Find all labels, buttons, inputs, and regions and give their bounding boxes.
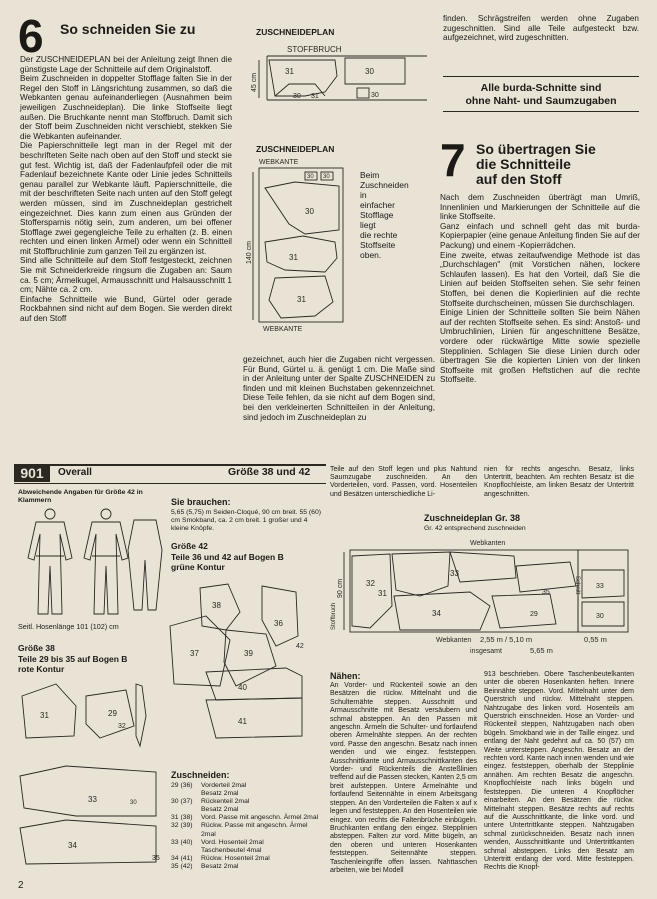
plan-2-part-31b: 31 [297, 295, 306, 304]
cutting-list-item [171, 822, 321, 838]
plan-3-part-30: 30 [596, 613, 604, 620]
cutting-list-item [171, 782, 321, 790]
piece-35-label: 35 [152, 855, 160, 862]
piece-29-label: 29 [108, 709, 117, 718]
cutting-list-number: 30 (37) [171, 798, 193, 806]
plan-2-selvage-bottom: WEBKANTE [263, 326, 303, 333]
model-number: 901 [14, 464, 50, 482]
cutting-plan-1 [245, 40, 435, 110]
cutting-list-item [171, 798, 321, 806]
paragraph: Einfache Schnitteile wie Bund, Gürtel oder gerade Rockbahnen sind nicht auf dem Bogen. Sie werden direkt auf den Stoff [20, 294, 232, 324]
cutting-list-piece: Besatz 2mal [201, 806, 239, 814]
section-7-number: 7 [440, 134, 466, 186]
piece-38-label: 38 [212, 601, 221, 610]
plan-2-note-line: Stoffseite [360, 240, 396, 250]
mid-column-text: gezeichnet, auch hier die Zugaben nicht vergessen. Für Bund, Gürtel u. ä. genügt 1 cm. Die Maße sind in der Anleitung unter der Spalte ZUSCHNEIDEN zu finden und mit kleinen Buchstaben gekennzeichnet. Diese Teile fehlen, da sie nicht auf dem Bogen sind, bei den verkleinerten Schnitteilen in der Anleitung, sind jedoch im Zuschneideplan zu [243, 355, 435, 422]
plan-3-length: 2,55 m / 5,10 m [480, 635, 533, 644]
plan-3-part-32: 32 [366, 579, 375, 588]
plan-3-part-33: 33 [450, 569, 459, 578]
section-7-text [440, 193, 640, 385]
plan-2-note-line: einfacher [360, 200, 395, 210]
size-42-line-2: Teile 36 und 42 auf Bogen B [171, 551, 284, 562]
piece-41-label: 41 [238, 717, 247, 726]
section-7-title [476, 142, 596, 187]
piece-30-label: 30 [130, 800, 137, 806]
piece-40-label: 40 [238, 683, 247, 692]
paragraph: Ganz einfach und schnell geht das mit burda-Kopierpapier (eine genaue Anleitung finden Sie auf der Packung) und einem -Kopierrädchen. [440, 221, 640, 250]
divider-top [443, 76, 639, 77]
cutting-list-number [171, 847, 201, 855]
plan-2-note-line: Stofflage [360, 210, 394, 220]
plan-3-title: Zuschneideplan Gr. 38 [424, 513, 521, 523]
model-sizes: Größe 38 und 42 [228, 466, 311, 478]
plan-3-subtitle: Gr. 42 entsprechend zuschneiden [424, 525, 526, 532]
size-38-line-1: Größe 38 [18, 643, 55, 653]
plan-3-selvage-top: Webkanten [470, 540, 506, 547]
plan-3-total-label: insgesamt [470, 648, 502, 655]
plan-1-title: ZUSCHNEIDEPLAN [256, 27, 335, 37]
paragraph: Einige Linien der Schnitteile sollten Sie beim Nähen auf der rechten Stoffseite sehen. Es sind: Anstoß- und Umbruchlinien, Linien für angeschnittene Besätze, vordere oder rückwärtige Mitte sowie spezielle Stepplinien. Schlagen Sie diese Linien durch oder übertragen Sie die kopierten Linien von der linken Stoffseite mit großen Heftstichen auf die rechte Stoffseite. [440, 308, 640, 385]
piece-34-label: 34 [68, 841, 77, 850]
cutting-list [171, 782, 321, 871]
plan-3-selvage-bottom: Webkanten [436, 637, 472, 644]
plan-1-fold-label: STOFFBRUCH [287, 45, 342, 54]
page-number: 2 [18, 880, 24, 891]
paragraph: Eine zweite, etwas zeitaufwendige Methode ist das „Durchschlagen" (mit Vorstichen nähen, lockere Schlaufen lassen). Es hat den Vorteil, daß Sie die Linien auf beiden Stoffseiten sehen. Sie sehr feinen Stoffen, bei denen die Kopierlinien auf die rechte Stoffseite durchscheinen, müssen Sie durchschlagen. [440, 250, 640, 308]
cutting-list-piece: Vord. Passe mit angeschn. Ärmel 2mal [201, 814, 319, 822]
plan-2-note-line: oben. [360, 250, 382, 260]
cutting-list-number [171, 806, 201, 814]
paragraph: Nach dem Zuschneiden überträgt man Umriß, Innenlinien und Markierungen der Schnitteile auf die linke Stoffseite. [440, 193, 640, 222]
cutting-list-piece: Rückenteil 2mal [201, 798, 250, 806]
divider-bottom [443, 111, 639, 112]
size-42-note: Abweichende Angaben für Größe 42 in Klammern [18, 489, 143, 504]
cutting-list-number: 29 (36) [171, 782, 193, 789]
needs-text: 5,65 (5,75) m Seiden-Cloqué, 90 cm breit. 55 (60) cm Smokband, ca. 2 cm breit. 1 großer und 4 kleine Knöpfe. [171, 509, 321, 533]
plan-2-part-30c: 30 [305, 207, 314, 216]
piece-36-label: 36 [274, 619, 283, 628]
piece-32-label: 32 [118, 723, 126, 730]
cutting-list-number: 31 (38) [171, 814, 193, 822]
cutting-list-item [171, 855, 321, 863]
section-7-title-line-3: auf den Stoff [476, 171, 562, 187]
cutting-list-number: 32 (39) [171, 822, 193, 830]
size-42-line-1: Größe 42 [171, 541, 208, 551]
burda-note [443, 82, 639, 107]
plan-3-part-31: 31 [378, 589, 387, 598]
section-6-title: So schneiden Sie zu [60, 21, 196, 37]
piece-37-label: 37 [190, 649, 199, 658]
plan-3-fold: Stoffbruch [331, 602, 337, 630]
plan-3-part-35: 35 [542, 589, 550, 596]
cutting-list-piece: Rückw. Hosenteil 2mal [201, 854, 270, 862]
section-7-title-line-2: die Schnitteile [476, 156, 571, 172]
cutting-list-piece: Vord. Hosenteil 2mal [201, 838, 264, 846]
piece-39-label: 39 [244, 649, 253, 658]
needs-heading: Sie brauchen: [171, 497, 231, 507]
sewing-heading: Nähen: [330, 671, 361, 681]
cutting-list-piece: Taschenbeutel 4mal [201, 846, 262, 854]
intro-text-2: nien für rechts angeschn. Besatz, links Untertritt, beachten. Am rechten Besatz ist die Knopflochleiste, am linken Besatz der Untertritt angeschnitten. [484, 466, 634, 498]
plan-2-part-31a: 31 [289, 253, 298, 262]
piece-33-label: 33 [88, 795, 97, 804]
right-column-top-text: finden. Schrägstreifen werden ohne Zugaben zugeschnitten. Sind alle Teile aufgesteckt bzw. aufgezeichnet, wird zugeschnitten. [443, 14, 639, 43]
cutting-list-number: 34 (41) [171, 854, 193, 862]
cutting-list-number: 33 (40) [171, 838, 193, 846]
plan-1-part-30b: 30 [293, 93, 301, 100]
plan-2-note-line: die rechte [360, 230, 398, 240]
size-42-heading [171, 541, 284, 573]
size-38-heading [18, 643, 127, 675]
cutting-list-item [171, 839, 321, 847]
paragraph: Sind alle Schnitteile auf dem Stoff festgesteckt, zeichnen Sie mit Schneiderkreide ringsum die Zugaben an: Saum ca. 5 cm; Ärmelkugel, Armausschnitt und Halsausschnitt 1 cm; Nähte ca. 2 cm. [20, 256, 232, 295]
cutting-list-number: 35 (42) [171, 862, 193, 870]
plan-3-dimension: 90 cm [337, 578, 344, 598]
leg-length: Seitl. Hosenlänge 101 (102) cm [18, 622, 119, 631]
cutting-list-piece: Rückw. Passe mit angeschn. Ärmel 2mal [201, 822, 308, 838]
cutting-list-piece: Besatz 2mal [201, 790, 239, 798]
intro-text: Teile auf den Stoff legen und plus Nahtund Saumzugabe zuschneiden. An den Vorderteilen, vord. Passen, vord. Hosenteilen und Besätzen unterschiedliche Li- [330, 466, 477, 498]
cutting-plan-2 [245, 152, 355, 334]
plan-3-cut-label: Schnitt [574, 576, 580, 595]
plan-2-selvage-top: WEBKANTE [259, 159, 299, 166]
cutting-list-item [171, 863, 321, 871]
plan-3-part-33b: 33 [596, 583, 604, 590]
plan-3-rest: 0,55 m [584, 635, 607, 644]
overall-sketch [18, 506, 168, 618]
plan-2-note-line: liegt [360, 220, 376, 230]
cutting-list-item [171, 790, 321, 798]
cutting-list-piece: Vorderteil 2mal [201, 782, 247, 789]
pattern-pieces-size-38 [16, 676, 174, 868]
cutting-list-item [171, 847, 321, 855]
plan-1-part-31a: 31 [285, 67, 294, 76]
section-6-text [20, 55, 232, 324]
size-42-line-3: grüne Kontur [171, 562, 225, 572]
plan-2-note-line: Zuschneiden [360, 180, 409, 190]
plan-1-part-30c: 30 [371, 92, 379, 99]
model-name: Overall [58, 467, 92, 478]
plan-1-dimension: 45 cm [251, 72, 258, 92]
plan-2-dimension: 140 cm [246, 241, 253, 264]
plan-3-total: 5,65 m [530, 646, 553, 655]
plan-2-note [360, 170, 409, 260]
cutting-list-number [171, 790, 201, 798]
sewing-text: An Vorder- und Rückenteil sowie an den Besätzen die rückw. Mittelnaht und die Schulternähte steppen. Ausschnitt und Armausschnitte mit Besatz versäubern und schmal absteppen. An den Passen mit angeschn. Ärmeln die Schulter- und fortlaufend oberen Ärmelnähte steppen. An der rechten vord. Passe den angeschn. Besatz nach innen wenden und wie eingez. feststeppen. Ausschnittkante und Armausschnittkanten des Vorder- und Rückenteils die Ansteßlinien treffend auf die Passen stecken, Kanten 2,5 cm breit aufsteppen. Untere Ärmelnähte und fortlaufend Seitennähte in einem Arbeitsgang steppen. An den Vorderteilen die Falten x auf x legen und feststeppen. An den Hosenteilen wie eingez. von rechts die Faltenbrüche einbügeln. Bruchkanten entlang den eingez. Stepplinien absteppen. Falten zur vord. Mitte bügeln, an den oberen und unteren Hosenkanten feststeppen. Seitennähte steppen. Taschenleingriffe offen lassen. Nahttaschen arbeiten, wie bei Modell [330, 682, 477, 874]
cutting-heading: Zuschneiden: [171, 770, 230, 780]
plan-2-note-line: in [360, 190, 367, 200]
paragraph: Beim Zuschneiden in doppelter Stofflage falten Sie in der Regel den Stoff in Längsrichtung zusammen, so daß die Webkanten genau aufeinanderliegen (Ausnahmen beim jeweiligen Zuschneideplan). Die linke Stoffseite liegt außen. Die Bruchkante nennt man Stoffbruch. Damit sich der Stoff beim Zuschneiden nicht verschiebt, stekken Sie die Webkanten aufeinander. [20, 74, 232, 141]
plan-2-part-30a: 30 [307, 174, 314, 180]
paragraph: Der ZUSCHNEIDEPLAN bei der Anleitung zeigt Ihnen die günstigste Lage der Schnitteile auf dem Originalstoff. [20, 55, 232, 74]
paragraph: Die Papierschnitteile legt man in der Regel mit der beschrifteten Seite nach oben auf den Stoff und steckt sie gut fest. Wichtig ist, daß der Fadenlaufpfeil oder die mit Fadenlauf bezeichnete Kante oder Linie jedes Schnitteils genau parallel zur Webkante läuft. Papierschnitteile, die mit der beschrifteten Seite nach unten auf den Stoff gelegt werden müssen, sind im Zuschneideplan gestrichelt eingezeichnet. Dies kann zum einen aus Gründen der Stoffersparnis nötig sein, zum anderen, um bei offener Stofflage zwei gegengleiche Teile zu erhalten (z. B. einen rechten und einen linken Ärmel) oder wenn ein Schnitteil mit Stoffbruchlinie zum ganzen Teil zu ergänzen ist. [20, 141, 232, 256]
piece-42-label: 42 [296, 643, 304, 650]
plan-1-part-31b: 31 [311, 93, 319, 100]
plan-2-note-line: Beim [360, 170, 380, 180]
plan-3-part-34: 34 [432, 609, 441, 618]
plan-2-part-30b: 30 [323, 174, 330, 180]
section-7-title-line-1: So übertragen Sie [476, 141, 596, 157]
plan-1-part-30a: 30 [365, 67, 374, 76]
plan-3-part-29: 29 [530, 611, 538, 618]
size-38-line-2: Teile 29 bis 35 auf Bogen B [18, 653, 128, 664]
cutting-list-piece: Besatz 2mal [201, 862, 239, 870]
burda-note-line-1: Alle burda-Schnitte sind [480, 82, 602, 94]
plan-2-title: ZUSCHNEIDEPLAN [256, 144, 335, 154]
pattern-pieces-size-42 [166, 576, 316, 764]
section-6-number: 6 [18, 10, 44, 62]
sewing-text-2: 913 beschrieben. Obere Taschenbeutelkanten unter die oberen Hosenkanten heften. Innere Beinnähte steppen. Vord. Mittelnaht unter dem Querstrich und rückw. Mittelnaht steppen. Nahtzugabe des linken vord. Hosenteils am Querstrich einschneiden. Hose an Vorder- und Rückenteil steppen, Nahtzugaben nach oben bügeln. Smokband wie in der Taille eingez. und entlang der Naht gedehnt auf ca. 50 (57) cm Weite untersteppen. Angeschn. Besatz an der rechten vord. Kante nach innen wenden und wie eingez. feststeppen, oberhalb der Stepplinie annähen. Am rechten Besatz die angeschn. Knopflochleiste nach links bügeln und feststeppen. Die unteren 4 Knopflöcher einarbeiten. An den Besätzen die rückw. Mittelnaht steppen. Besätze rechts auf rechts auf die Ausschnittkante, die linke vord. und untere Untertrittkante steppen. Nahtzugaben schmal zurückschneiden. Besatz nach innen wenden, Ausschnittkante und Untertrittkanten schmal absteppen. Links den Besatz am Untertritt entlang der vord. Mitte feststeppen. Rechts die Knopf- [484, 671, 634, 872]
burda-note-line-2: ohne Naht- und Saumzugaben [465, 94, 617, 107]
cutting-plan-3 [330, 536, 642, 658]
piece-31-label: 31 [40, 711, 49, 720]
size-38-line-3: rote Kontur [18, 664, 65, 674]
